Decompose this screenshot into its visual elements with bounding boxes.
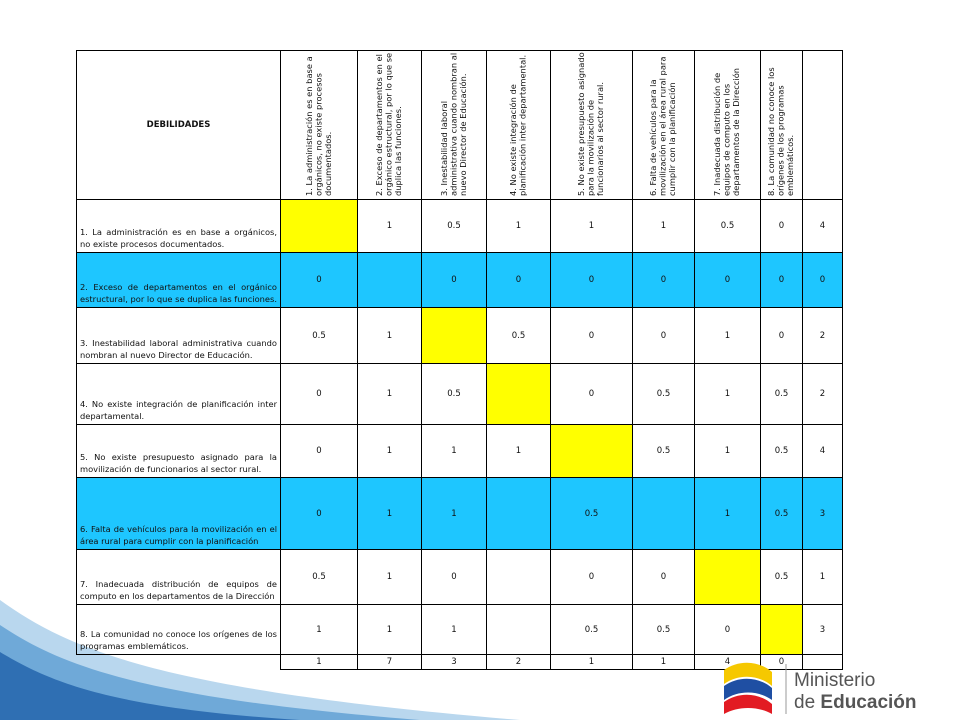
column-header-2: 2. Exceso de departamentos en el orgánico estructural, por lo que se duplica las funciones.	[358, 51, 422, 200]
matrix-cell: 1	[281, 605, 358, 655]
column-total: 7	[358, 655, 422, 670]
matrix-cell: 0	[761, 308, 803, 364]
matrix-cell: 0	[761, 200, 803, 253]
corner-label: DEBILIDADES	[77, 51, 281, 200]
row-label: 8. La comunidad no conoce los orígenes de los programas emblemáticos.	[77, 605, 281, 655]
logo-emblem-icon	[724, 663, 772, 714]
diagonal-cell	[695, 550, 761, 605]
diagonal-cell	[358, 253, 422, 308]
table-row	[77, 478, 843, 550]
logo-line-1: Ministerio	[794, 670, 876, 691]
column-header-8: 8. La comunidad no conoce los orígenes de los programas emblemáticos.	[761, 51, 803, 200]
column-total: 4	[695, 655, 761, 670]
row-label: 3. Inestabilidad laboral administrativa cuando nombran al nuevo Director de Educación.	[77, 308, 281, 364]
matrix-cell: 0	[633, 550, 695, 605]
matrix-cell: 1	[422, 425, 487, 478]
matrix-cell: 1	[695, 308, 761, 364]
matrix-cell: 0	[633, 253, 695, 308]
column-header-1: 1. La administración es en base a orgánicos, no existe procesos documentados.	[281, 51, 358, 200]
row-total: 4	[803, 425, 843, 478]
row-total: 4	[803, 200, 843, 253]
matrix-cell: 1	[695, 425, 761, 478]
matrix-cell: 0	[487, 253, 551, 308]
matrix-cell: 0	[422, 253, 487, 308]
matrix-cell: 1	[695, 364, 761, 425]
matrix-cell: 0.5	[487, 308, 551, 364]
matrix-cell: 1	[358, 200, 422, 253]
diagonal-cell	[761, 605, 803, 655]
matrix-cell: 0.5	[422, 200, 487, 253]
row-label: 7. Inadecuada distribución de equipos de computo en los departamentos de la Dirección	[77, 550, 281, 605]
column-header-5: 5. No existe presupuesto asignado para la movilización de funcionarios al sector rural.	[551, 51, 633, 200]
matrix-cell: 0	[551, 253, 633, 308]
matrix-cell: 1	[695, 478, 761, 550]
matrix-cell: 1	[487, 200, 551, 253]
matrix-cell	[487, 478, 551, 550]
row-total: 3	[803, 605, 843, 655]
column-header-3: 3. Inestabilidad laboral administrativa cuando nombran al nuevo Director de Educación.	[422, 51, 487, 200]
matrix-table	[76, 50, 843, 670]
totals-row-blank	[77, 655, 281, 670]
matrix-cell: 0	[695, 605, 761, 655]
matrix-cell: 0	[422, 550, 487, 605]
matrix-cell: 0.5	[633, 364, 695, 425]
matrix-cell: 0.5	[695, 200, 761, 253]
matrix-cell: 0	[551, 550, 633, 605]
matrix-cell: 0	[633, 308, 695, 364]
table-row	[77, 253, 843, 308]
row-label: 1. La administración es en base a orgánicos, no existe procesos documentados.	[77, 200, 281, 253]
diagonal-cell	[422, 308, 487, 364]
matrix-cell: 0.5	[281, 308, 358, 364]
matrix-cell: 1	[633, 200, 695, 253]
table-row	[77, 308, 843, 364]
matrix-cell: 1	[487, 425, 551, 478]
matrix-cell: 0.5	[761, 425, 803, 478]
matrix-cell: 1	[358, 605, 422, 655]
diagonal-cell	[281, 200, 358, 253]
matrix-cell: 0.5	[633, 605, 695, 655]
matrix-cell: 0	[761, 253, 803, 308]
matrix-cell: 0.5	[551, 605, 633, 655]
column-header-6: 6. Falta de vehículos para la movilización en el área rural para cumplir con la planificación	[633, 51, 695, 200]
matrix-cell: 1	[358, 364, 422, 425]
row-total: 2	[803, 364, 843, 425]
matrix-cell: 1	[551, 200, 633, 253]
column-header-4: 4. No existe integración de planificación inter departamental.	[487, 51, 551, 200]
matrix-cell: 1	[422, 478, 487, 550]
row-label: 6. Falta de vehículos para la movilización en el área rural para cumplir con la planificación	[77, 478, 281, 550]
matrix-cell: 1	[358, 550, 422, 605]
matrix-cell: 1	[358, 308, 422, 364]
diagonal-cell	[551, 425, 633, 478]
row-label: 4. No existe integración de planificación inter departamental.	[77, 364, 281, 425]
table-row	[77, 364, 843, 425]
matrix-cell: 0	[551, 364, 633, 425]
column-total: 1	[633, 655, 695, 670]
logo-line-2: de Educación	[794, 692, 917, 713]
matrix-cell: 0	[695, 253, 761, 308]
table-row	[77, 605, 843, 655]
row-label: 5. No existe presupuesto asignado para la movilización de funcionarios al sector rural.	[77, 425, 281, 478]
row-total: 1	[803, 550, 843, 605]
matrix-cell: 0.5	[422, 364, 487, 425]
matrix-cell: 1	[358, 425, 422, 478]
matrix-cell	[487, 605, 551, 655]
matrix-cell: 0	[281, 364, 358, 425]
column-total: 2	[487, 655, 551, 670]
column-total: 1	[551, 655, 633, 670]
matrix-cell: 0	[281, 478, 358, 550]
column-total: 3	[422, 655, 487, 670]
matrix-cell: 0.5	[551, 478, 633, 550]
matrix-cell: 1	[358, 478, 422, 550]
matrix-cell: 0	[281, 425, 358, 478]
matrix-cell: 1	[422, 605, 487, 655]
table-row	[77, 550, 843, 605]
row-total: 0	[803, 253, 843, 308]
ministerio-educacion-logo	[720, 650, 940, 720]
column-total: 1	[281, 655, 358, 670]
matrix-cell: 0.5	[761, 364, 803, 425]
matrix-cell: 0.5	[281, 550, 358, 605]
table-row	[77, 200, 843, 253]
diagonal-cell	[633, 478, 695, 550]
row-label: 2. Exceso de departamentos en el orgánico estructural, por lo que se duplica las funciones.	[77, 253, 281, 308]
column-header-total	[803, 51, 843, 200]
row-total: 2	[803, 308, 843, 364]
table-row	[77, 425, 843, 478]
column-header-7: 7. Inadecuada distribución de equipos de computo en los departamentos de la Dirección	[695, 51, 761, 200]
matrix-cell: 0	[281, 253, 358, 308]
row-total: 3	[803, 478, 843, 550]
diagonal-cell	[487, 364, 551, 425]
matrix-cell: 0.5	[761, 550, 803, 605]
matrix-cell: 0.5	[633, 425, 695, 478]
column-total: 0	[761, 655, 803, 670]
matrix-cell	[487, 550, 551, 605]
matrix-cell: 0	[551, 308, 633, 364]
matrix-cell: 0.5	[761, 478, 803, 550]
